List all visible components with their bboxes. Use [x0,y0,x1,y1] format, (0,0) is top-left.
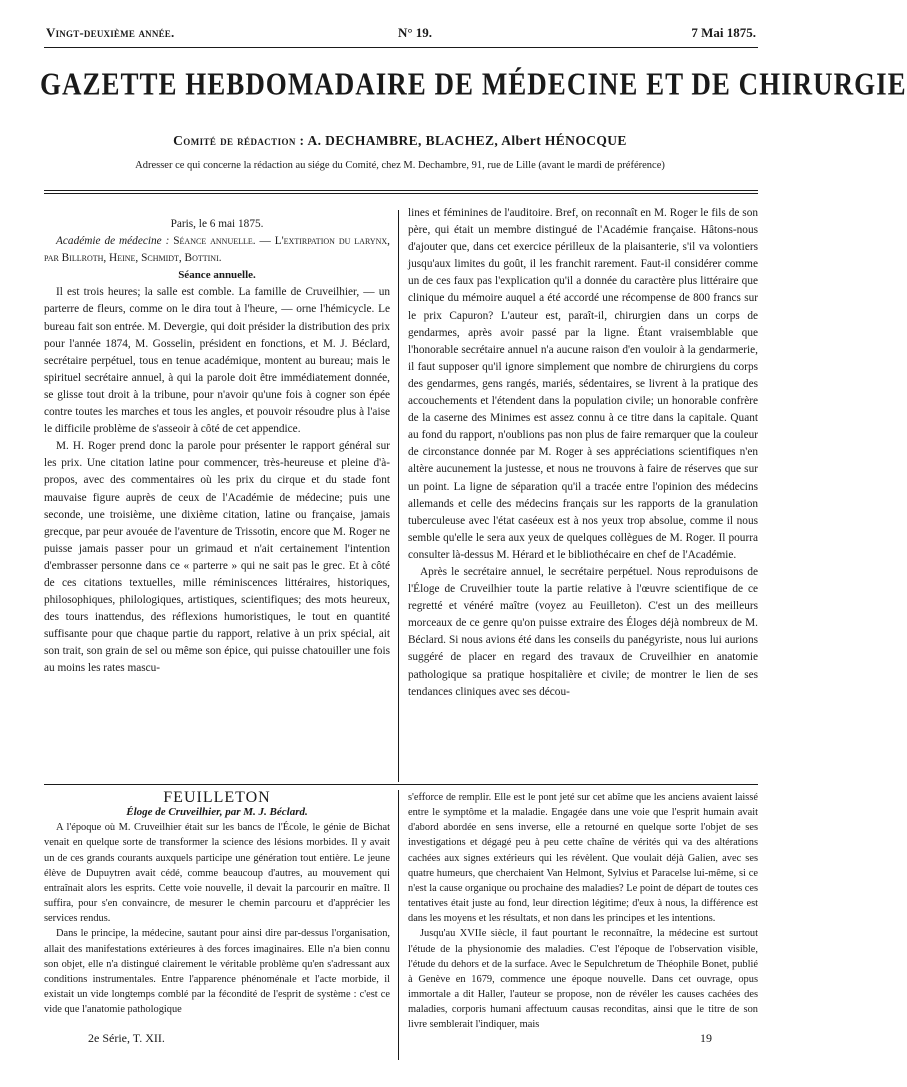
editorial-committee [40,133,760,149]
feuilleton-rule [44,784,758,785]
article-paragraph: M. H. Roger prend donc la parole pour présenter le rapport général sur les prix. Une citation latine pour commencer, très-heureuse et pleine d'à-propos, avec des commentaires où les prix du cirque et du stade font mauvaise figure auprès de ceux de l'Académie de médecine; puis une seconde, une troisième, une dixième citation, latine ou française, jamais grecque, par peur avouée de l'aventure de Trissotin, encore que M. Roger ne puisse jamais passer pour un grimaud et n'ait certainement l'intention d'embrasser personne dans ce « parterre » qui ne sait pas le grec. Et à côté de ces citations textuelles, mille réminiscences littéraires, historiques, philosophiques, philologiques, artistiques, scientifiques; des mots heureux, des tours inattendus, des réflexions humoristiques, le tout en quantité suffisante pour que chaque partie du rapport, relative à un prix spécial, ait son trait, son grain de sel ou même son épice, qui puisse chatouiller une fois au moins les rates mascu- [44,440,390,675]
committee-label: Comité de rédaction : [173,133,305,148]
feuilleton-divider [398,790,399,1060]
article-left-column [44,216,390,678]
feuilleton-paragraph: A l'époque où M. Cruveilhier était sur les bancs de l'École, le génie de Bichat venait en quelque sorte de transformer la science des lésions morbides. Il y avait un de ces grands courants auxquels participe une génération tout entière. Le jeune élève de Dupuytren avait cédé, comme beaucoup d'autres, au mouvement qui entraînait alors les esprits. Cette voie nouvelle, il devait la parcourir en maître. Il suffira, pour s'en convaincre, de mesurer le chemin parcouru et d'apprécier les services rendus. [44,822,390,925]
feuilleton-paragraph: Jusqu'au XVIIe siècle, il faut pourtant le reconnaître, la médecine est surtout l'étude de la physionomie des maladies. C'est l'époque de l'observation visible, l'étude du dehors et de la surface. Avec le Sepulchretum de Théophile Bonet, publié à Genève en 1679, commence une époque nouvelle. Dans cet ouvrage, opus immortale a dit Haller, l'auteur se propose, non de révéler les causes cachées des maladies, corporis humani affectuum causas reconditas, ainsi que le titre de son livre semblerait l'indiquer, mais [408,928,758,1031]
feuilleton-left-column [44,790,390,1017]
summary-italic: Académie de médecine : [56,235,170,248]
header-rule [44,47,758,48]
issue-number: N° 19. [397,25,433,40]
article-summary [44,233,390,267]
page-number: 19 [700,1031,712,1045]
article-paragraph: lines et féminines de l'auditoire. Bref, on reconnaît en M. Roger le fils de son père, qui était un membre distingué de l'Académie française. Hâtons-nous d'ajouter que, dans cet exercice périlleux de la plaisanterie, s'il va volontiers jusqu'aux limites du goût, il les franchit rarement. Faut-il considérer comme un de ces faux pas l'explication qu'il a donnée du caractère plus littéraire que clinique du mémoire auquel a été accordé une récompense de 800 francs sur le prix Capuron? L'auteur est, paraît-il, chirurgien dans un corps de gendarmes, après avoir passé par la ligne. Étant vraisemblable que l'honorable secrétaire annuel n'a aucune raison d'en vouloir à la gendarmerie, il faut supposer qu'il ignore simplement que nombre de chirurgiens du corps des gendarmes, gens rangés, mariés, sédentaires, se livrent à la pratique des accouchements et l'étendent dans la population civile; un honorable confrère de la caserne des Minimes est assez connu à ce titre dans la capitale. Quant au fond du rapport, n'oublions pas non plus de faire remarquer que la couleur de circonstance donnée par M. Roger à ses appréciations scientifiques n'en altère aucunement la justesse, et nous ne trouvons à faire de réserves que sur un point. La ligne de séparation qu'il a tracée entre l'opinion des médecins allemands et celle des médecins français sur les rapports de la granulation tuberculeuse avec l'état caséeux est à nos yeux trop absolue, comme il nous semble qu'elle le sera aux yeux de quelques collègues de M. Roger. Il pourra consulter là-dessus M. Hérard et le bibliothécaire en chef de l'Académie. [408,207,758,561]
feuilleton-paragraph: s'efforce de remplir. Elle est le pont jeté sur cet abîme que les anciens avaient laissé entre le symptôme et la maladie. Engagée dans une voie que l'esprit humain avait d'abord abordée en sens inverse, elle a retourné en quelque sorte l'objet de ses investigations et dégagé peu à peu cette chaîne de vérités qui va des altérations cachées aux signes extérieurs qui les révèlent. Que voulait déjà Galien, avec ses quatre humeurs, que cherchaient Van Helmont, Sylvius et Paracelse lui-même, si ce n'est la cause organique ou prochaine des maladies? Le point de départ de toutes ces tentatives était juste au fond, leur direction légitime; d'eux à nous, la différence est dans les moyens et les résultats, et non dans les principes et les intentions. [408,792,758,925]
summary-rest: Séance annuelle. — L'extirpation du larynx, par Billroth, Heine, Schmidt, Bottini. [44,235,390,265]
masthead-rule [44,190,758,191]
feuilleton-title: FEUILLETON [163,789,271,806]
feuilleton-paragraph: Dans le principe, la médecine, sautant pour ainsi dire par-dessus l'organisation, allait des manifestations extérieures à des forces imaginaires. Elle n'a bien connu son objet, elle n'a distingué clairement le véritable problème qu'en s'adressant aux conditions instrumentales. Entre l'apparence phénoménale et l'acte morbide, il existait un vide longtemps comblé par la fécondité de l'esprit de système : c'est ce vide que l'anatomie pathologique [44,928,390,1016]
series-label: 2e Série, T. XII. [88,1031,165,1045]
column-divider [398,210,399,782]
feuilleton-subtitle: Éloge de Cruveilhier, par M. J. Béclard. [126,806,308,819]
committee-names: A. DECHAMBRE, BLACHEZ, Albert HÉNOCQUE [307,133,627,148]
issue-date: 7 Mai 1875. [691,25,756,40]
article-paragraph: Après le secrétaire annuel, le secrétaire perpétuel. Nous reproduisons de l'Éloge de Cruveilhier toute la partie relative à l'œuvre scientifique de ce regretté et vénéré maître (voyez au Feuilleton). C'est un des meilleurs morceaux de ce genre qu'on puisse extraire des Éloges déjà nombreux de M. Béclard. Si nous avions été dans les conseils du panégyriste, nous lui aurions suggéré de placer en regard des travaux de Cruveilhier en anatomie pathologique sa pratique hospitalière et civile; de montrer le lien de ses tendances cliniques avec ses décou- [408,565,758,698]
feuilleton-right-column [408,790,758,1033]
address-line: Adresser ce qui concerne la rédaction au siége du Comité, chez M. Dechambre, 91, rue de Lille (avant le mardi de préférence) [135,160,665,171]
article-paragraph: Il est trois heures; la salle est comble. La famille de Cruveilhier, — un parterre de fleurs, comme on le dira tout à l'heure, — orne l'hémicycle. Le bureau fait son entrée. M. Devergie, qui doit présider la distribution des prix pour l'année 1874, M. Gosselin, président en fonctions, et M. J. Béclard, secrétaire perpétuel, tous en tenue académique, montent au bureau; mais le spirituel secrétaire annuel, à qui la parole doit être immédiatement donnée, se glisse tout droit à la tribune, pour n'avoir qu'une fois à cogner son épée contre toutes les marches et tous les angles, et pouvoir résoudre plus à l'aise le difficile problème de s'asseoir à côté de cet appendice. [44,286,390,436]
masthead-title: GAZETTE HEBDOMADAIRE DE MÉDECINE ET DE CHIRURGIE [40,66,907,102]
masthead-rule-thin [44,193,758,194]
year-label: Vingt-deuxième année. [46,25,175,40]
article-right-column [408,205,758,701]
dateline: Paris, le 6 mai 1875. [170,218,264,230]
section-title: Séance annuelle. [178,269,256,282]
